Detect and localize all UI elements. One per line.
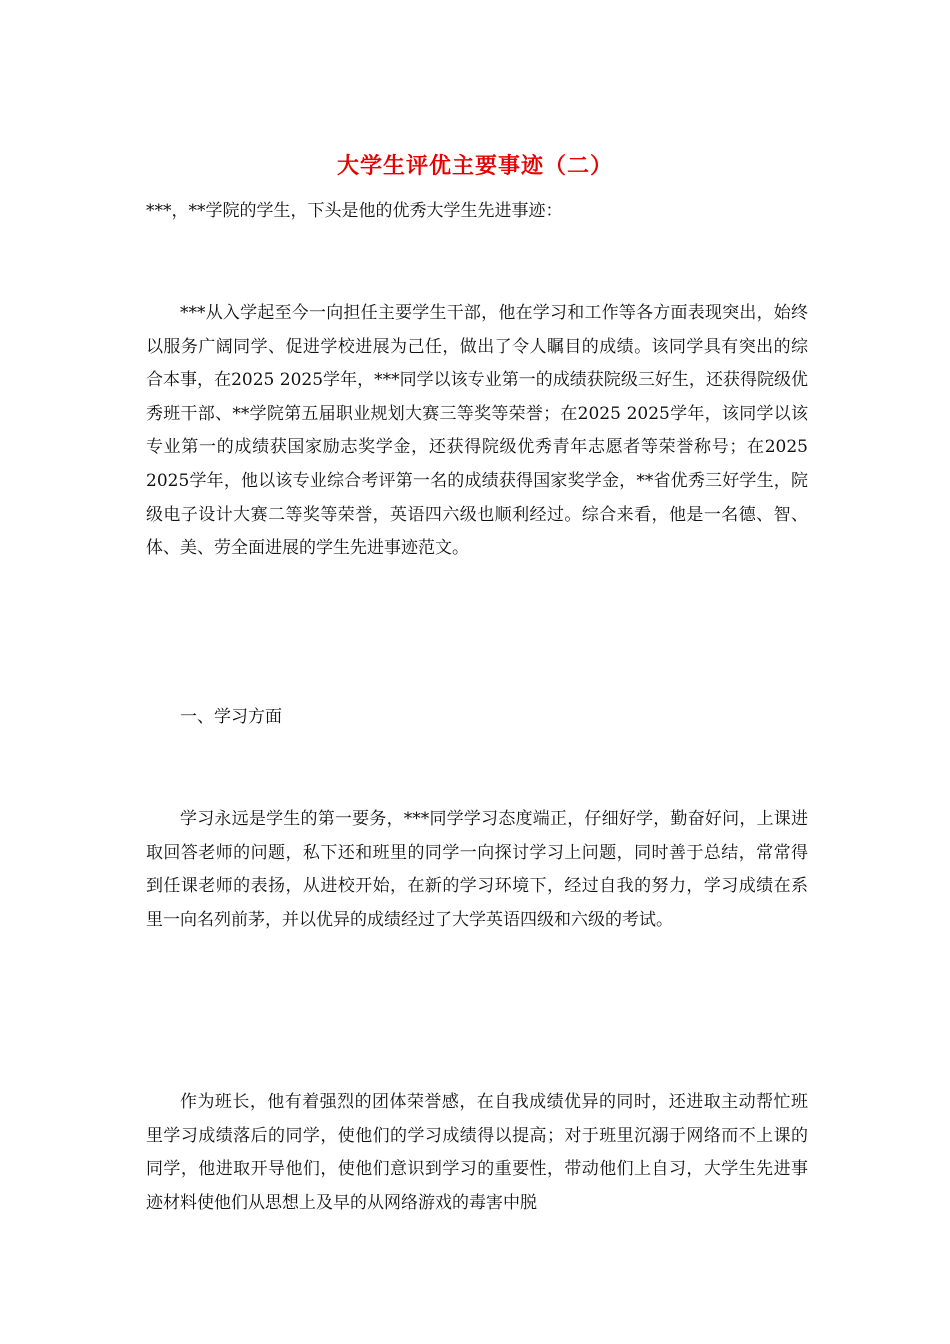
paragraph-class-monitor: 作为班长，他有着强烈的团体荣誉感，在自我成绩优异的同时，还进取主动帮忙班里学习成绩落后的同学，使他们的学习成绩得以提高；对于班里沉溺于网络而不上课的同学，他进取开导他们，使他们意识到学习的重要性，带动他们上自习，大学生先进事迹材料使他们从思想上及早的从网络游戏的毒害中脱 (146, 1092, 808, 1213)
document-title: 大学生评优主要事迹（二） (336, 153, 613, 179)
paragraph-study: 学习永远是学生的第一要务，***同学学习态度端正，仔细好学，勤奋好问，上课进取回答老师的问题，私下还和班里的同学一向探讨学习上问题，同时善于总结，常常得到任课老师的表扬，从进校开始，在新的学习环境下，经过自我的努力，学习成绩在系里一向名列前茅，并以优异的成绩经过了大学英语四级和六级的考试。 (146, 809, 808, 930)
intro-line: ***，**学院的学生，下头是他的优秀大学生先进事迹： (146, 201, 563, 221)
paragraph-summary: ***从入学起至今一向担任主要学生干部，他在学习和工作等各方面表现突出，始终以服务广阔同学、促进学校进展为己任，做出了令人瞩目的成绩。该同学具有突出的综合本事，在2025 2025学年，***同学以该专业第一的成绩获院级三好生，还获得院级优秀班干部、**学院第五届职业规划大赛三等奖等荣誉；在2025 2025学年，该同学以该专业第一的成绩获国家励志奖学金，还获得院级优秀青年志愿者等荣誉称号；在2025 2025学年，他以该专业综合考评第一名的成绩获得国家奖学金，**省优秀三好学生，院级电子设计大赛二等奖等荣誉，英语四六级也顺利经过。综合来看，他是一名德、智、体、美、劳全面进展的学生先进事迹范文。 (146, 303, 808, 559)
section-heading-study: 一、学习方面 (180, 707, 282, 727)
